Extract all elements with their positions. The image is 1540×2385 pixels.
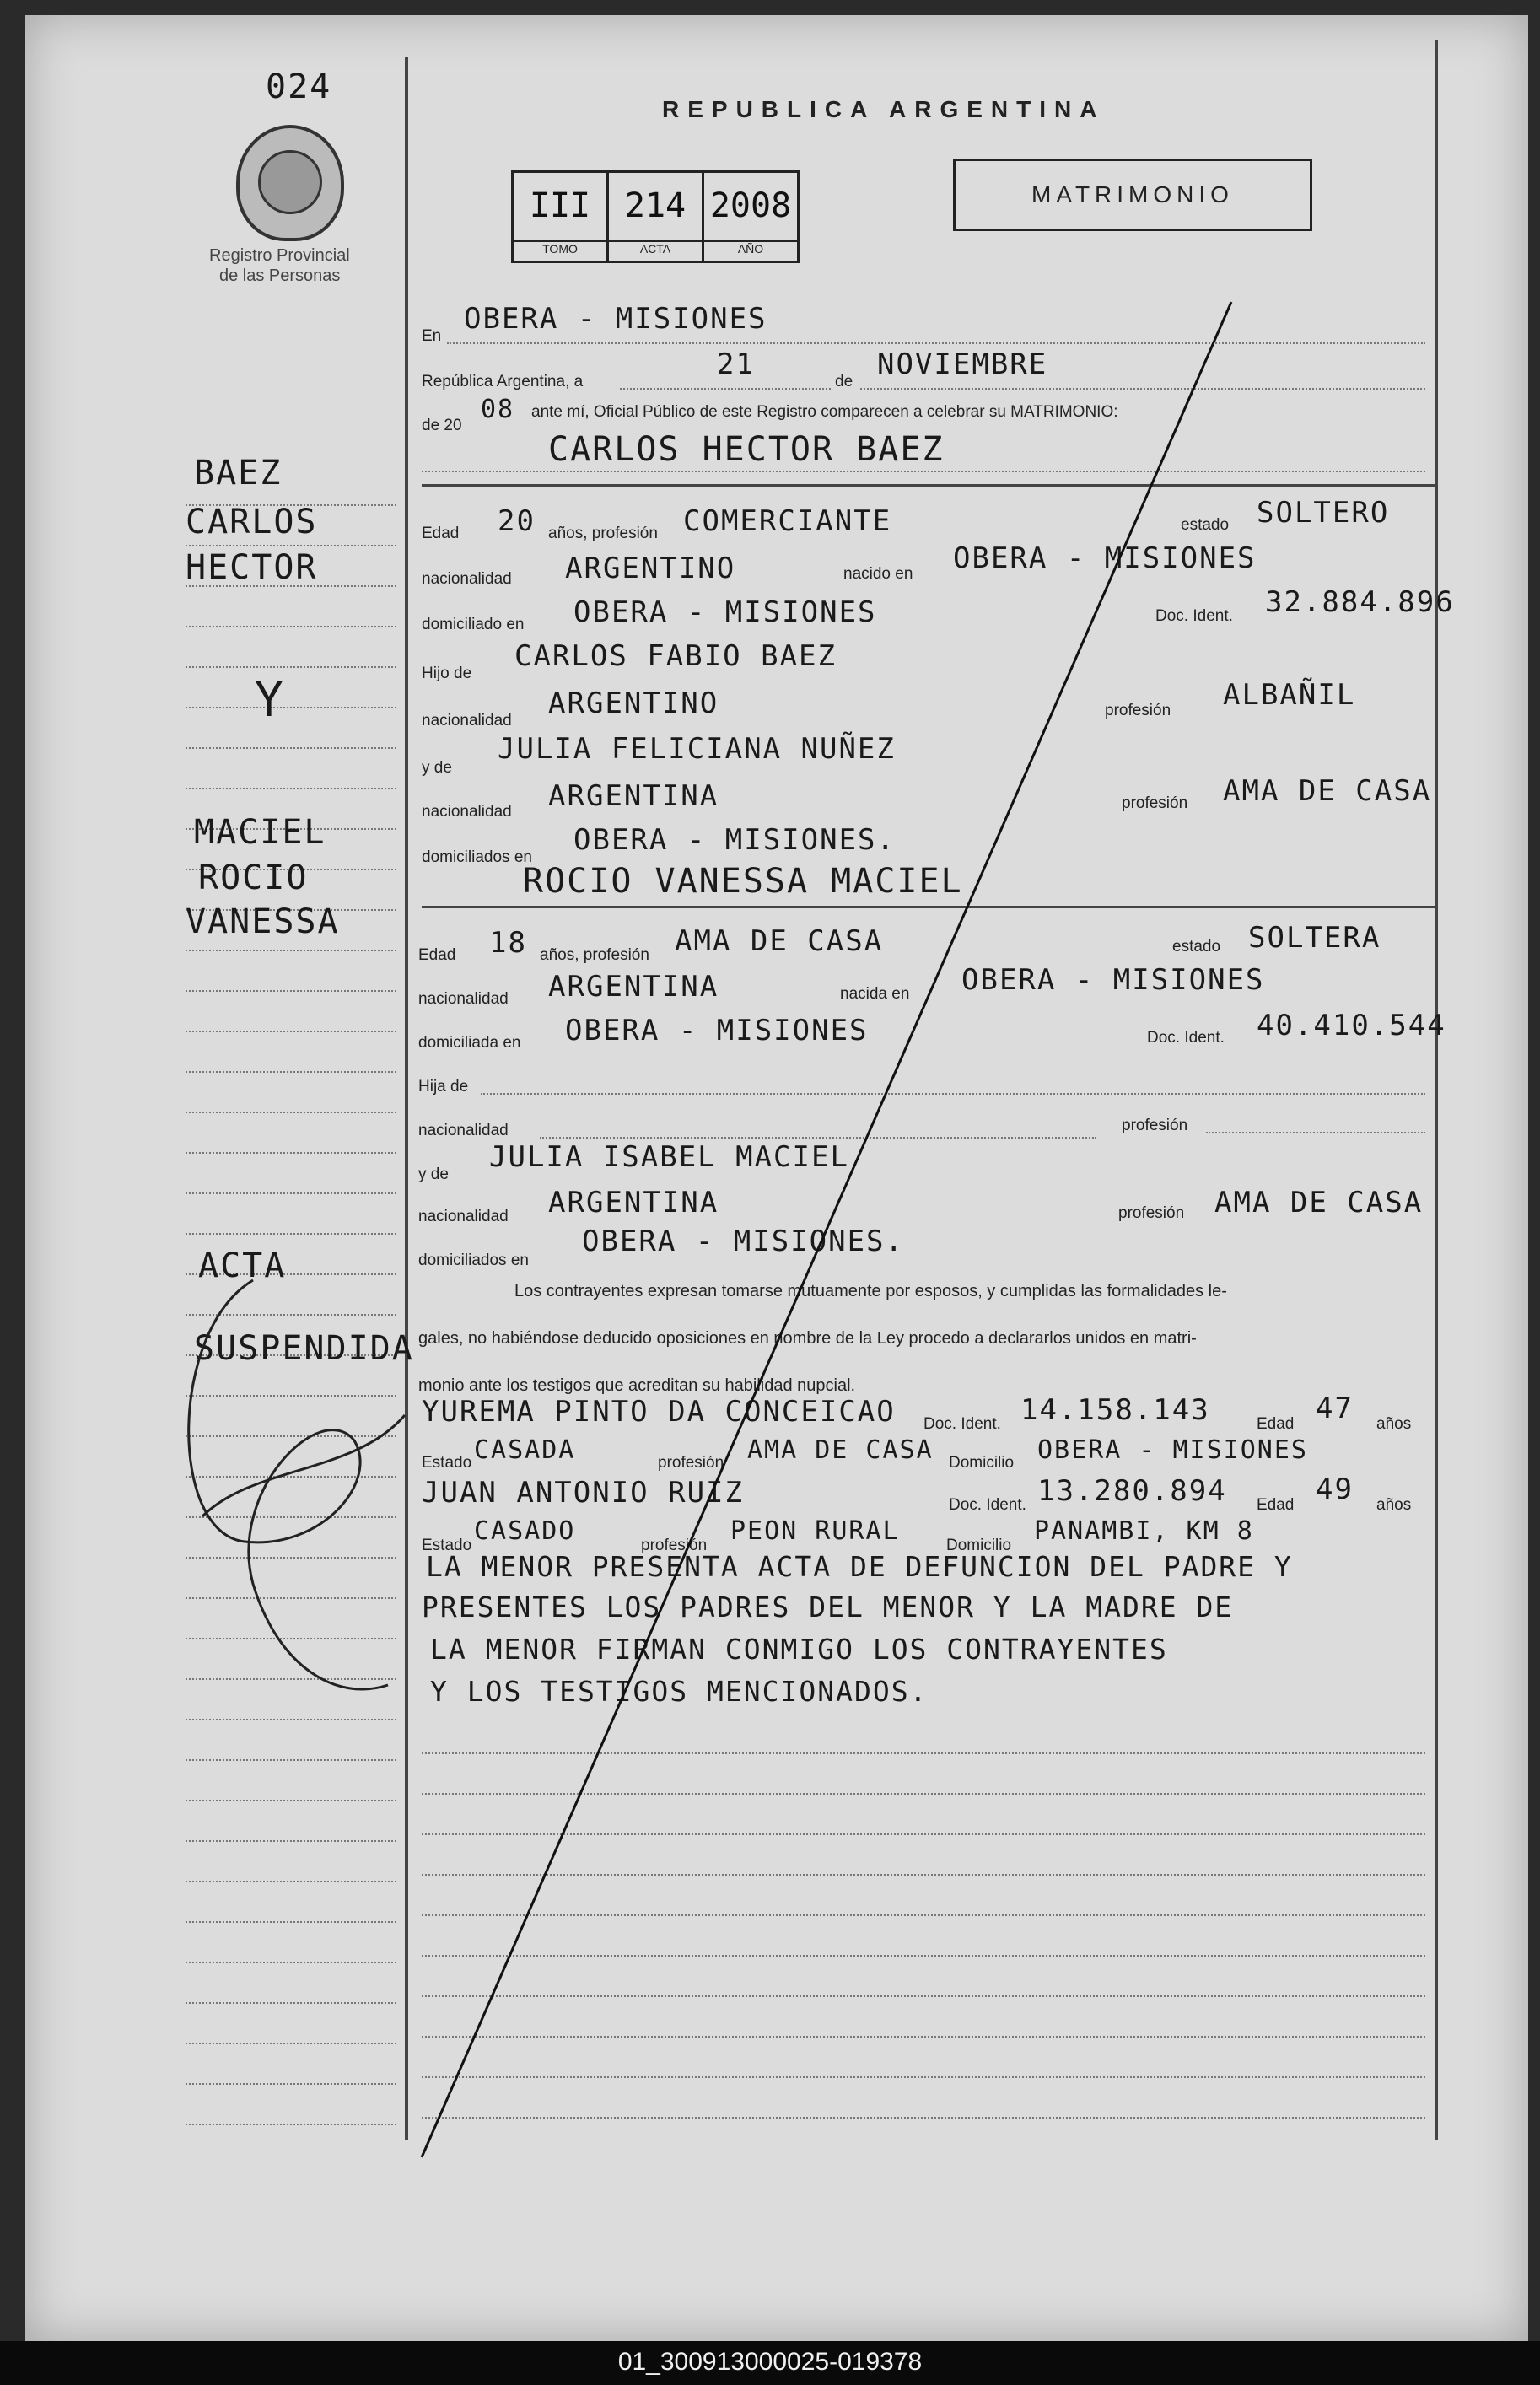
bride-madre: JULIA ISABEL MACIEL bbox=[489, 1140, 849, 1174]
bride-yde-label: y de bbox=[418, 1166, 449, 1183]
witness2-prof: PEON RURAL bbox=[730, 1516, 900, 1546]
note-line1: LA MENOR PRESENTA ACTA DE DEFUNCION DEL PADRE Y bbox=[426, 1550, 1293, 1583]
witness1-anos-label: años bbox=[1376, 1415, 1412, 1433]
acta-label: ACTA bbox=[609, 240, 702, 261]
bride-full-name: ROCIO VANESSA MACIEL bbox=[523, 862, 963, 901]
place-value: OBERA - MISIONES bbox=[464, 302, 767, 336]
margin-groom-name1: CARLOS bbox=[186, 503, 318, 541]
witness1-prof-label: profesión bbox=[658, 1454, 724, 1472]
groom-nacido-label: nacido en bbox=[843, 565, 913, 583]
groom-edad: 20 bbox=[498, 504, 536, 538]
groom-madre-nac: ARGENTINA bbox=[548, 779, 719, 813]
witness2-edad: 49 bbox=[1316, 1472, 1354, 1506]
bride-nacionalidad: ARGENTINA bbox=[548, 970, 719, 1004]
margin-conjunction: Y bbox=[255, 673, 285, 728]
tomo-value: III bbox=[529, 186, 591, 225]
witness2-estado: CASADO bbox=[474, 1516, 576, 1546]
groom-padre-prof: ALBAÑIL bbox=[1223, 678, 1356, 712]
witness1-estado-label: Estado bbox=[422, 1454, 472, 1472]
groom-yde-label: y de bbox=[422, 759, 452, 777]
groom-madre-prof-label: profesión bbox=[1122, 794, 1188, 812]
margin-bride-name1: ROCIO bbox=[198, 859, 309, 897]
declaration-line1: Los contrayentes expresan tomarse mutuamente por esposos, y cumplidas las formalidades le- bbox=[514, 1282, 1227, 1300]
groom-domicilio: OBERA - MISIONES bbox=[573, 595, 877, 629]
witness2-doc-label: Doc. Ident. bbox=[949, 1496, 1026, 1514]
groom-madre-prof: AMA DE CASA bbox=[1223, 774, 1432, 808]
note-line2: PRESENTES LOS PADRES DEL MENOR Y LA MADRE DE bbox=[422, 1591, 1234, 1623]
groom-edad-label: Edad bbox=[422, 525, 460, 542]
document-page bbox=[25, 15, 1528, 2341]
cancellation-stroke bbox=[25, 15, 1528, 2341]
groom-madre-nac-label: nacionalidad bbox=[422, 803, 512, 821]
margin-note-line1: ACTA bbox=[198, 1246, 287, 1285]
witness2-estado-label: Estado bbox=[422, 1537, 472, 1554]
bride-hija-label: Hija de bbox=[418, 1078, 469, 1096]
groom-nacido: OBERA - MISIONES bbox=[953, 541, 1257, 575]
bride-profesion: AMA DE CASA bbox=[675, 924, 884, 958]
day-value: 21 bbox=[717, 347, 755, 381]
bride-nacionalidad-label: nacionalidad bbox=[418, 990, 509, 1008]
witness1-dom-label: Domicilio bbox=[949, 1454, 1015, 1472]
witness2-edad-label: Edad bbox=[1257, 1496, 1295, 1514]
bride-edad: 18 bbox=[489, 926, 527, 960]
groom-profesion-label: años, profesión bbox=[548, 525, 658, 542]
bride-doc: 40.410.544 bbox=[1257, 1009, 1446, 1042]
margin-groom-name2: HECTOR bbox=[186, 548, 318, 587]
groom-padres-dom-label: domiciliados en bbox=[422, 848, 532, 866]
year-label: de 20 bbox=[422, 417, 462, 434]
witness1-edad: 47 bbox=[1316, 1392, 1354, 1425]
note-line4: Y LOS TESTIGOS MENCIONADOS. bbox=[430, 1675, 929, 1708]
margin-bride-surname: MACIEL bbox=[194, 813, 326, 852]
bride-padres-dom: OBERA - MISIONES. bbox=[582, 1225, 904, 1258]
bride-padre-nac-label: nacionalidad bbox=[418, 1122, 509, 1139]
declaration-line2: gales, no habiéndose deducido oposiciones en nombre de la Ley procedo a declararlos unidos en matri- bbox=[418, 1329, 1197, 1348]
groom-domicilio-label: domiciliado en bbox=[422, 616, 525, 633]
bride-madre-nac: ARGENTINA bbox=[548, 1186, 719, 1219]
acta-value: 214 bbox=[624, 186, 687, 225]
bride-nacida: OBERA - MISIONES bbox=[961, 963, 1265, 997]
footer-image-id: 01_300913000025-019378 bbox=[617, 2348, 923, 2376]
intro-text: ante mí, Oficial Público de este Registro comparecen a celebrar su MATRIMONIO: bbox=[531, 403, 1118, 421]
groom-hijo-label: Hijo de bbox=[422, 665, 472, 682]
witness1-estado: CASADA bbox=[474, 1435, 576, 1465]
witness1-doc: 14.158.143 bbox=[1020, 1393, 1210, 1427]
registry-name-line2: de las Personas bbox=[219, 266, 341, 285]
witness2-anos-label: años bbox=[1376, 1496, 1412, 1514]
month-value: NOVIEMBRE bbox=[877, 347, 1048, 381]
groom-doc-label: Doc. Ident. bbox=[1155, 607, 1233, 625]
tomo-label: TOMO bbox=[514, 240, 606, 261]
witness2-name: JUAN ANTONIO RUIZ bbox=[422, 1476, 744, 1510]
groom-padre: CARLOS FABIO BAEZ bbox=[514, 639, 837, 673]
bride-estado: SOLTERA bbox=[1248, 921, 1381, 955]
witness1-prof: AMA DE CASA bbox=[747, 1435, 934, 1465]
note-line3: LA MENOR FIRMAN CONMIGO LOS CONTRAYENTES bbox=[430, 1633, 1168, 1666]
witness1-name: YUREMA PINTO DA CONCEICAO bbox=[422, 1395, 896, 1429]
margin-groom-surname: BAEZ bbox=[194, 454, 283, 493]
witness2-dom: PANAMBI, KM 8 bbox=[1034, 1516, 1254, 1546]
bride-madre-prof: AMA DE CASA bbox=[1214, 1186, 1424, 1219]
witness1-dom: OBERA - MISIONES bbox=[1037, 1435, 1308, 1465]
groom-madre: JULIA FELICIANA NUÑEZ bbox=[498, 732, 896, 766]
folio-number: 024 bbox=[266, 67, 332, 106]
bride-domicilio: OBERA - MISIONES bbox=[565, 1014, 869, 1047]
groom-padre-nac: ARGENTINO bbox=[548, 686, 719, 720]
anio-label: AÑO bbox=[704, 240, 797, 261]
witness2-doc: 13.280.894 bbox=[1037, 1474, 1227, 1508]
republica-label: República Argentina, a bbox=[422, 373, 584, 390]
groom-nacionalidad-label: nacionalidad bbox=[422, 570, 512, 588]
margin-note-line2: SUSPENDIDA bbox=[194, 1329, 414, 1368]
witness1-edad-label: Edad bbox=[1257, 1415, 1295, 1433]
groom-estado-label: estado bbox=[1181, 516, 1230, 534]
year-suffix: 08 bbox=[481, 395, 515, 424]
bride-doc-label: Doc. Ident. bbox=[1147, 1029, 1225, 1047]
anio-value: 2008 bbox=[709, 186, 792, 225]
country-title: REPUBLICA ARGENTINA bbox=[662, 96, 1106, 122]
groom-padre-nac-label: nacionalidad bbox=[422, 712, 512, 729]
bride-estado-label: estado bbox=[1172, 938, 1221, 956]
groom-full-name: CARLOS HECTOR BAEZ bbox=[548, 430, 945, 469]
bride-nacida-label: nacida en bbox=[840, 985, 910, 1003]
act-type-box: MATRIMONIO bbox=[953, 159, 1312, 231]
bride-padres-dom-label: domiciliados en bbox=[418, 1252, 529, 1269]
bride-domicilio-label: domiciliada en bbox=[418, 1034, 521, 1052]
groom-doc: 32.884.896 bbox=[1265, 585, 1455, 619]
witness2-dom-label: Domicilio bbox=[946, 1537, 1012, 1554]
bride-edad-label: Edad bbox=[418, 946, 456, 964]
groom-padre-prof-label: profesión bbox=[1105, 702, 1171, 719]
en-label: En bbox=[422, 327, 442, 345]
bride-madre-nac-label: nacionalidad bbox=[418, 1208, 509, 1225]
witness2-prof-label: profesión bbox=[641, 1537, 708, 1554]
groom-nacionalidad: ARGENTINO bbox=[565, 552, 736, 585]
de-label: de bbox=[835, 373, 853, 390]
registry-name-line1: Registro Provincial bbox=[209, 246, 350, 265]
groom-profesion: COMERCIANTE bbox=[683, 504, 892, 538]
bride-madre-prof-label: profesión bbox=[1118, 1204, 1185, 1222]
groom-padres-dom: OBERA - MISIONES. bbox=[573, 823, 896, 857]
witness1-doc-label: Doc. Ident. bbox=[923, 1415, 1001, 1433]
bride-profesion-label: años, profesión bbox=[540, 946, 649, 964]
groom-estado: SOLTERO bbox=[1257, 496, 1390, 530]
margin-bride-name2: VANESSA bbox=[186, 902, 340, 941]
declaration-line3: monio ante los testigos que acreditan su habilidad nupcial. bbox=[418, 1376, 856, 1395]
bride-padre-prof-label: profesión bbox=[1122, 1117, 1188, 1134]
